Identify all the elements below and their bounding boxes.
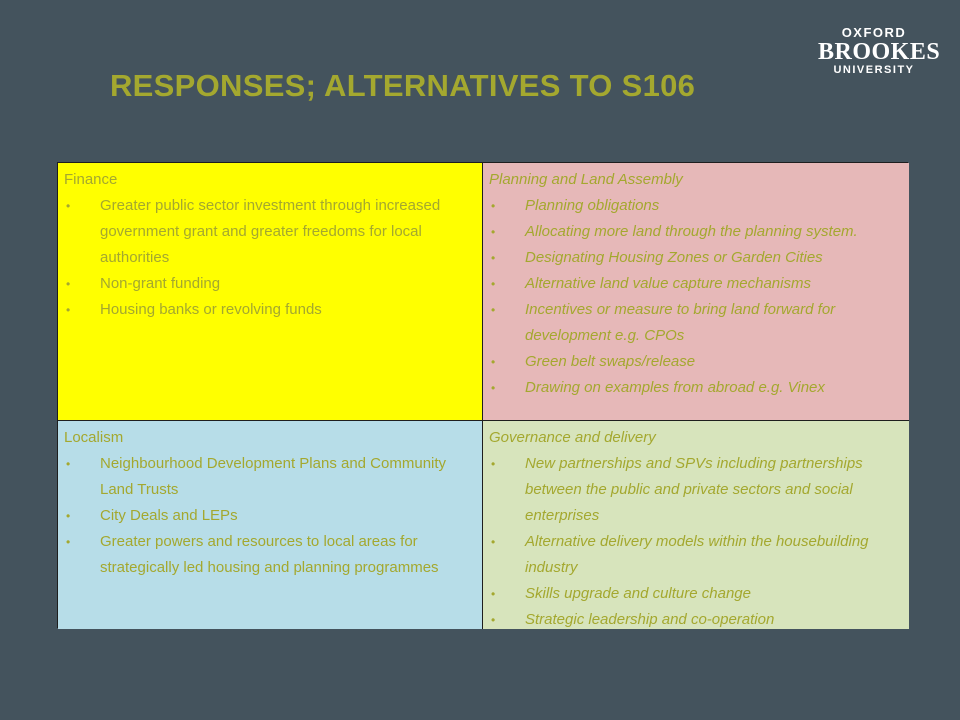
localism-cell xyxy=(58,421,483,629)
logo-line-brookes: BROOKES xyxy=(818,39,941,65)
list-item-text: Incentives or measure to bring land forward for development e.g. CPOs xyxy=(525,301,836,344)
list-item-text: Alternative delivery models within the housebuilding industry xyxy=(525,533,869,576)
list-item-text: Designating Housing Zones or Garden Cities xyxy=(525,249,823,266)
list-item-text: Planning obligations xyxy=(525,197,660,214)
finance-cell xyxy=(58,163,483,421)
planning-heading: Planning and Land Assembly xyxy=(489,171,683,188)
governance-heading: Governance and delivery xyxy=(489,429,656,446)
finance-heading: Finance xyxy=(64,171,118,188)
list-item-text: Greater public sector investment through increased government grant and greater freedoms for local authorities xyxy=(100,197,441,266)
bullet-icon: • xyxy=(66,509,71,523)
list-item-text: Strategic leadership and co-operation xyxy=(525,611,775,628)
bullet-icon: • xyxy=(66,277,71,291)
list-item-text: Alternative land value capture mechanisms xyxy=(525,275,811,292)
list-item xyxy=(489,451,903,529)
list-item xyxy=(64,503,476,529)
list-item-text: Drawing on examples from abroad e.g. Vinex xyxy=(525,379,825,396)
localism-list xyxy=(64,451,476,581)
list-item xyxy=(64,271,476,297)
list-item xyxy=(489,219,903,245)
bullet-icon: • xyxy=(66,199,71,213)
governance-cell xyxy=(483,421,909,629)
bullet-icon: • xyxy=(66,535,71,549)
list-item-text: Greater powers and resources to local areas for strategically led housing and planning programmes xyxy=(100,533,439,576)
bullet-icon: • xyxy=(491,587,496,601)
list-item-text: Allocating more land through the planning system. xyxy=(525,223,858,240)
list-item-text: City Deals and LEPs xyxy=(100,507,238,524)
governance-list xyxy=(489,451,903,629)
list-item-text: Housing banks or revolving funds xyxy=(100,301,322,318)
bullet-icon: • xyxy=(66,457,71,471)
localism-heading: Localism xyxy=(64,429,124,446)
list-item xyxy=(489,193,903,219)
list-item-text: Non-grant funding xyxy=(100,275,221,292)
list-item-text: Green belt swaps/release xyxy=(525,353,696,370)
list-item xyxy=(489,297,903,349)
responses-table xyxy=(57,162,908,628)
logo-line-oxford: OXFORD xyxy=(841,25,907,40)
bullet-icon: • xyxy=(491,355,496,369)
bullet-icon: • xyxy=(491,613,496,627)
bullet-icon: • xyxy=(491,381,496,395)
list-item xyxy=(489,245,903,271)
list-item xyxy=(64,193,476,271)
list-item xyxy=(489,529,903,581)
bullet-icon: • xyxy=(491,199,496,213)
bullet-icon: • xyxy=(491,251,496,265)
bullet-icon: • xyxy=(491,457,496,471)
bullet-icon: • xyxy=(491,225,496,239)
bullet-icon: • xyxy=(66,303,71,317)
bullet-icon: • xyxy=(491,303,496,317)
list-item xyxy=(489,349,903,375)
list-item-text: Neighbourhood Development Plans and Community Land Trusts xyxy=(100,455,447,498)
list-item xyxy=(489,375,903,401)
planning-list xyxy=(489,193,903,401)
list-item xyxy=(64,297,476,323)
list-item xyxy=(64,529,476,581)
list-item xyxy=(64,451,476,503)
bullet-icon: • xyxy=(491,277,496,291)
planning-cell xyxy=(483,163,909,421)
slide-title: RESPONSES; ALTERNATIVES TO S106 xyxy=(110,68,696,103)
list-item xyxy=(489,271,903,297)
list-item-text: New partnerships and SPVs including partnerships between the public and private sectors and social enterprises xyxy=(525,455,863,524)
list-item-text: Skills upgrade and culture change xyxy=(525,585,751,602)
finance-list xyxy=(64,193,476,323)
logo-line-university: UNIVERSITY xyxy=(833,64,915,76)
oxford-brookes-logo xyxy=(818,25,941,76)
list-item xyxy=(489,581,903,607)
bullet-icon: • xyxy=(491,535,496,549)
list-item xyxy=(489,607,903,629)
